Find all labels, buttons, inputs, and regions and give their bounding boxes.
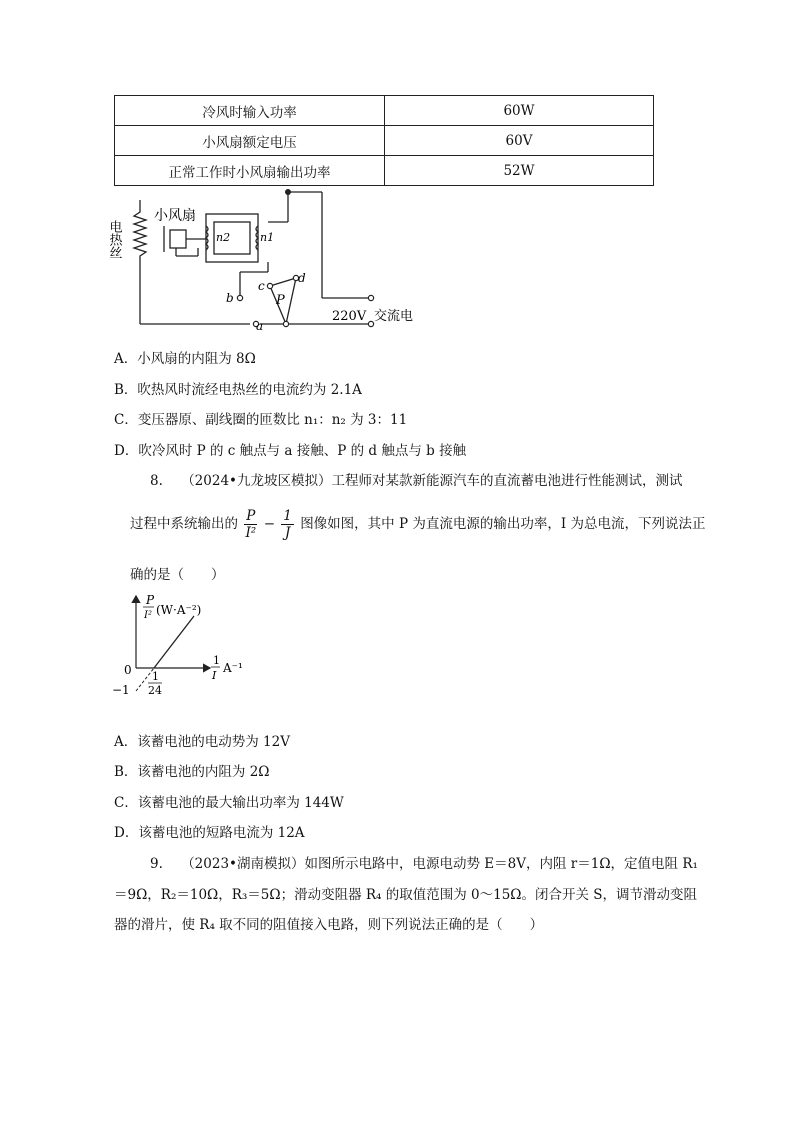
table-cell-value: 52W — [385, 156, 654, 186]
fan-label: 小风扇 — [154, 208, 196, 224]
q8-source: （2024•九龙坡区模拟） — [181, 473, 332, 489]
heater-label: 电热丝 — [106, 220, 122, 259]
q8-line3: 确的是（ ） — [130, 567, 225, 583]
q9-source: （2023•湖南模拟） — [181, 856, 305, 872]
table-row — [115, 96, 654, 126]
n2-label: n2 — [216, 231, 231, 244]
q9-number: 9. — [150, 856, 163, 872]
supply-text-label: 交流电 — [374, 309, 414, 324]
heater-coil — [134, 208, 146, 260]
hair-dryer-circuit-diagram — [106, 186, 430, 336]
x-intercept-num: 1 — [152, 670, 159, 683]
q7-option-d: D．吹冷风时 P 的 c 触点与 a 接触、P 的 d 触点与 b 接触 — [114, 443, 467, 459]
q7-option-b: B．吹热风时流经电热丝的电流约为 2.1A — [114, 382, 362, 398]
x-label-num: 1 — [213, 654, 220, 667]
c-label: c — [258, 279, 265, 293]
q8-number: 8. — [150, 473, 163, 489]
q9-line1 — [150, 852, 698, 872]
q8-line1 — [150, 469, 683, 489]
graph-line — [154, 616, 194, 668]
q8-dash: − — [263, 516, 275, 532]
fan-motor — [170, 230, 186, 248]
n1-label: n1 — [260, 231, 275, 244]
table-cell-label: 正常工作时小风扇输出功率 — [115, 156, 385, 186]
q8-frac-p-over-i2: $\frac{P}{\text{I²}}$ — [245, 508, 257, 541]
y-label-den: I² — [144, 610, 152, 621]
q8-line2-post: 图像如图，其中 P 为直流电源的输出功率，I 为总电流，下列说法正 — [300, 516, 706, 532]
q9-line3: 器的滑片，使 R₄ 取不同的阻值接入电路，则下列说法正确的是（ ） — [114, 917, 544, 933]
origin-label: 0 — [124, 663, 132, 677]
table-cell-label: 冷风时输入功率 — [115, 96, 385, 126]
x-intercept-den: 24 — [148, 684, 162, 697]
spec-table — [114, 95, 654, 186]
table-cell-value: 60W — [385, 96, 654, 126]
q9-text-line1: 如图所示电路中，电源电动势 E＝8V，内阻 r＝1Ω，定值电阻 R₁ — [304, 856, 698, 872]
table-row — [115, 126, 654, 156]
q8-option-a: A．该蓄电池的电动势为 12V — [114, 734, 290, 750]
x-axis-unit: A⁻¹ — [223, 661, 243, 675]
q8-option-c: C．该蓄电池的最大输出功率为 144W — [114, 795, 344, 811]
d-label: d — [298, 271, 306, 285]
q7-option-a: A．小风扇的内阻为 8Ω — [114, 351, 256, 367]
supply-voltage-label: 220V — [332, 309, 367, 324]
a-label: a — [256, 319, 264, 333]
neg-one-label: −1 — [112, 683, 130, 697]
q8-option-d: D．该蓄电池的短路电流为 12A — [114, 825, 305, 841]
q8-frac-one-over-j: $\frac{1}{J}$ — [283, 508, 292, 541]
table-row — [115, 156, 654, 186]
x-label-den: I — [212, 669, 217, 682]
q8-graph — [110, 590, 270, 700]
table-cell-label: 小风扇额定电压 — [115, 126, 385, 156]
q7-option-c: C．变压器原、副线圈的匝数比 n₁：n₂ 为 3：11 — [114, 412, 408, 428]
q9-line2: ＝9Ω，R₂＝10Ω，R₃＝5Ω；滑动变阻器 R₄ 的取值范围为 0～15Ω。闭合开关 S，调节滑动变阻 — [114, 887, 698, 903]
q8-line2-pre: 过程中系统输出的 — [130, 516, 238, 532]
q8-option-b: B．该蓄电池的内阻为 2Ω — [114, 764, 270, 780]
p-label: P — [276, 293, 285, 308]
q8-line2 — [130, 508, 705, 541]
y-label-num: P — [146, 593, 155, 607]
q8-text-line1: 工程师对某款新能源汽车的直流蓄电池进行性能测试，测试 — [331, 473, 683, 489]
y-axis-unit: (W·A⁻²) — [156, 603, 202, 617]
b-label: b — [226, 291, 234, 305]
table-cell-value: 60V — [385, 126, 654, 156]
